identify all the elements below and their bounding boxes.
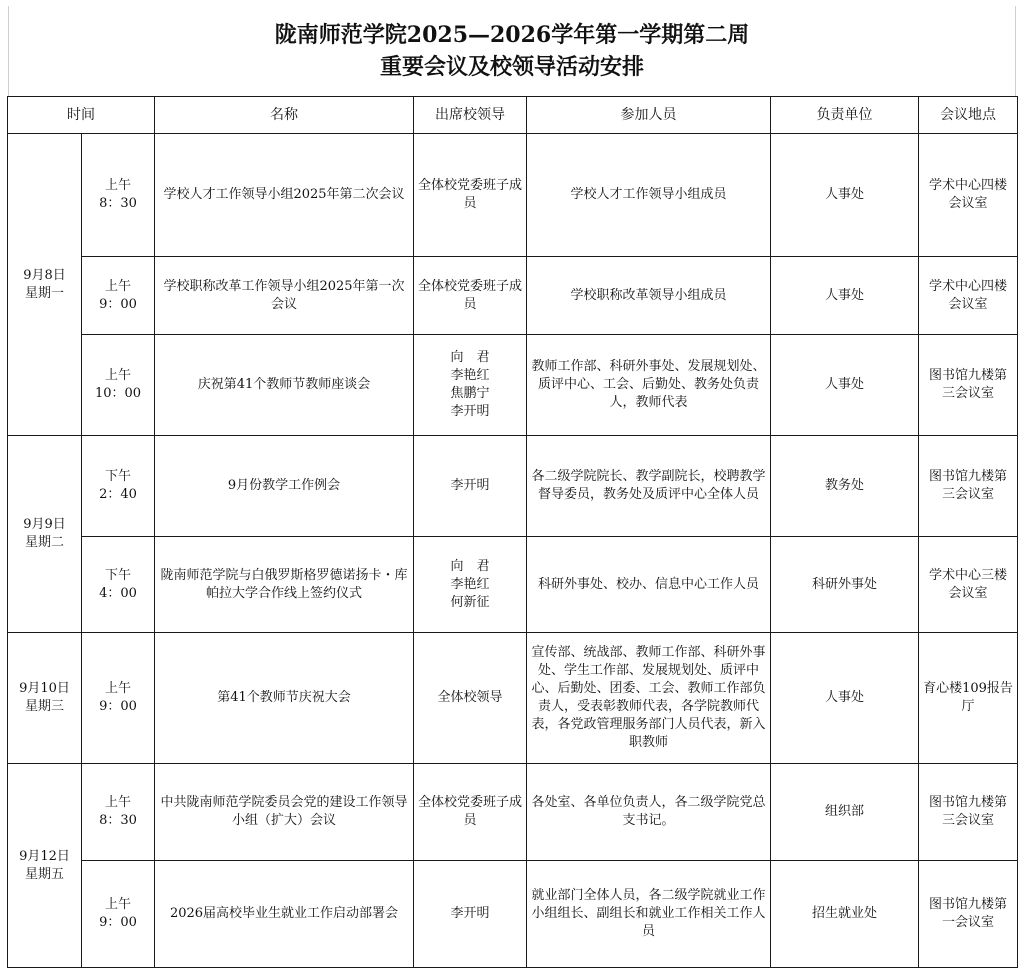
participants-cell: 学校职称改革领导小组成员 xyxy=(527,257,771,335)
title-line-2: 重要会议及校领导活动安排 xyxy=(379,54,644,80)
header-location: 会议地点 xyxy=(919,97,1018,134)
location-cell: 图书馆九楼第三会议室 xyxy=(919,335,1018,436)
table-row xyxy=(8,257,1018,335)
leaders-cell: 李开明 xyxy=(414,861,527,968)
time-cell: 上午 10：00 xyxy=(82,335,155,436)
meeting-name-cell: 庆祝第41个教师节教师座谈会 xyxy=(155,335,414,436)
schedule-table xyxy=(7,96,1018,968)
time-cell: 下午 4：00 xyxy=(82,537,155,633)
dept-cell: 人事处 xyxy=(771,335,919,436)
dept-cell: 人事处 xyxy=(771,257,919,335)
table-row xyxy=(8,436,1018,537)
leaders-cell: 向 君 李艳红 焦鹏宁 李开明 xyxy=(414,335,527,436)
leaders-cell: 全体校党委班子成员 xyxy=(414,764,527,861)
date-cell: 9月8日 星期一 xyxy=(8,134,82,436)
participants-cell: 各二级学院院长、教学副院长，校聘教学督导委员，教务处及质评中心全体人员 xyxy=(527,436,771,537)
leaders-cell: 向 君 李艳红 何新征 xyxy=(414,537,527,633)
location-cell: 育心楼109报告厅 xyxy=(919,633,1018,764)
meeting-name-cell: 2026届高校毕业生就业工作启动部署会 xyxy=(155,861,414,968)
date-cell: 9月12日 星期五 xyxy=(8,764,82,968)
meeting-name-cell: 9月份教学工作例会 xyxy=(155,436,414,537)
table-row xyxy=(8,537,1018,633)
location-cell: 图书馆九楼第三会议室 xyxy=(919,764,1018,861)
participants-cell: 就业部门全体人员，各二级学院就业工作小组组长、副组长和就业工作相关工作人员 xyxy=(527,861,771,968)
time-cell: 上午 9：00 xyxy=(82,861,155,968)
dept-cell: 人事处 xyxy=(771,633,919,764)
leaders-cell: 全体校党委班子成员 xyxy=(414,257,527,335)
meeting-name-cell: 第41个教师节庆祝大会 xyxy=(155,633,414,764)
table-row xyxy=(8,633,1018,764)
header-time: 时间 xyxy=(8,97,155,134)
location-cell: 学术中心四楼会议室 xyxy=(919,257,1018,335)
dept-cell: 招生就业处 xyxy=(771,861,919,968)
leaders-cell: 全体校领导 xyxy=(414,633,527,764)
participants-cell: 教师工作部、科研外事处、发展规划处、质评中心、工会、后勤处、教务处负责人，教师代表 xyxy=(527,335,771,436)
meeting-name-cell: 中共陇南师范学院委员会党的建设工作领导小组（扩大）会议 xyxy=(155,764,414,861)
participants-cell: 学校人才工作领导小组成员 xyxy=(527,134,771,257)
participants-cell: 科研外事处、校办、信息中心工作人员 xyxy=(527,537,771,633)
meeting-name-cell: 学校人才工作领导小组2025年第二次会议 xyxy=(155,134,414,257)
participants-cell: 宣传部、统战部、教师工作部、科研外事处、学生工作部、发展规划处、质评中心、后勤处、团委、工会、教师工作部负责人，受表彰教师代表，各学院教师代表，各党政管理服务部门人员代表，新入职教师 xyxy=(527,633,771,764)
title-line-1: 陇南师范学院2025—2026学年第一学期第二周 xyxy=(274,22,750,48)
time-cell: 上午 8：30 xyxy=(82,764,155,861)
leaders-cell: 全体校党委班子成员 xyxy=(414,134,527,257)
header-leaders: 出席校领导 xyxy=(414,97,527,134)
participants-cell: 各处室、各单位负责人，各二级学院党总支书记。 xyxy=(527,764,771,861)
table-row xyxy=(8,764,1018,861)
location-cell: 学术中心四楼会议室 xyxy=(919,134,1018,257)
time-cell: 下午 2：40 xyxy=(82,436,155,537)
header-participants: 参加人员 xyxy=(527,97,771,134)
time-cell: 上午 9：00 xyxy=(82,257,155,335)
location-cell: 图书馆九楼第一会议室 xyxy=(919,861,1018,968)
table-row xyxy=(8,134,1018,257)
dept-cell: 科研外事处 xyxy=(771,537,919,633)
dept-cell: 教务处 xyxy=(771,436,919,537)
leaders-cell: 李开明 xyxy=(414,436,527,537)
date-cell: 9月10日 星期三 xyxy=(8,633,82,764)
dept-cell: 人事处 xyxy=(771,134,919,257)
location-cell: 图书馆九楼第三会议室 xyxy=(919,436,1018,537)
header-dept: 负责单位 xyxy=(771,97,919,134)
dept-cell: 组织部 xyxy=(771,764,919,861)
header-row xyxy=(8,97,1018,134)
location-cell: 学术中心三楼会议室 xyxy=(919,537,1018,633)
document-title xyxy=(8,6,1016,96)
table-row xyxy=(8,335,1018,436)
header-name: 名称 xyxy=(155,97,414,134)
time-cell: 上午 8：30 xyxy=(82,134,155,257)
date-cell: 9月9日 星期二 xyxy=(8,436,82,633)
table-row xyxy=(8,861,1018,968)
time-cell: 上午 9：00 xyxy=(82,633,155,764)
meeting-name-cell: 陇南师范学院与白俄罗斯格罗德诺扬卡・库帕拉大学合作线上签约仪式 xyxy=(155,537,414,633)
meeting-name-cell: 学校职称改革工作领导小组2025年第一次会议 xyxy=(155,257,414,335)
